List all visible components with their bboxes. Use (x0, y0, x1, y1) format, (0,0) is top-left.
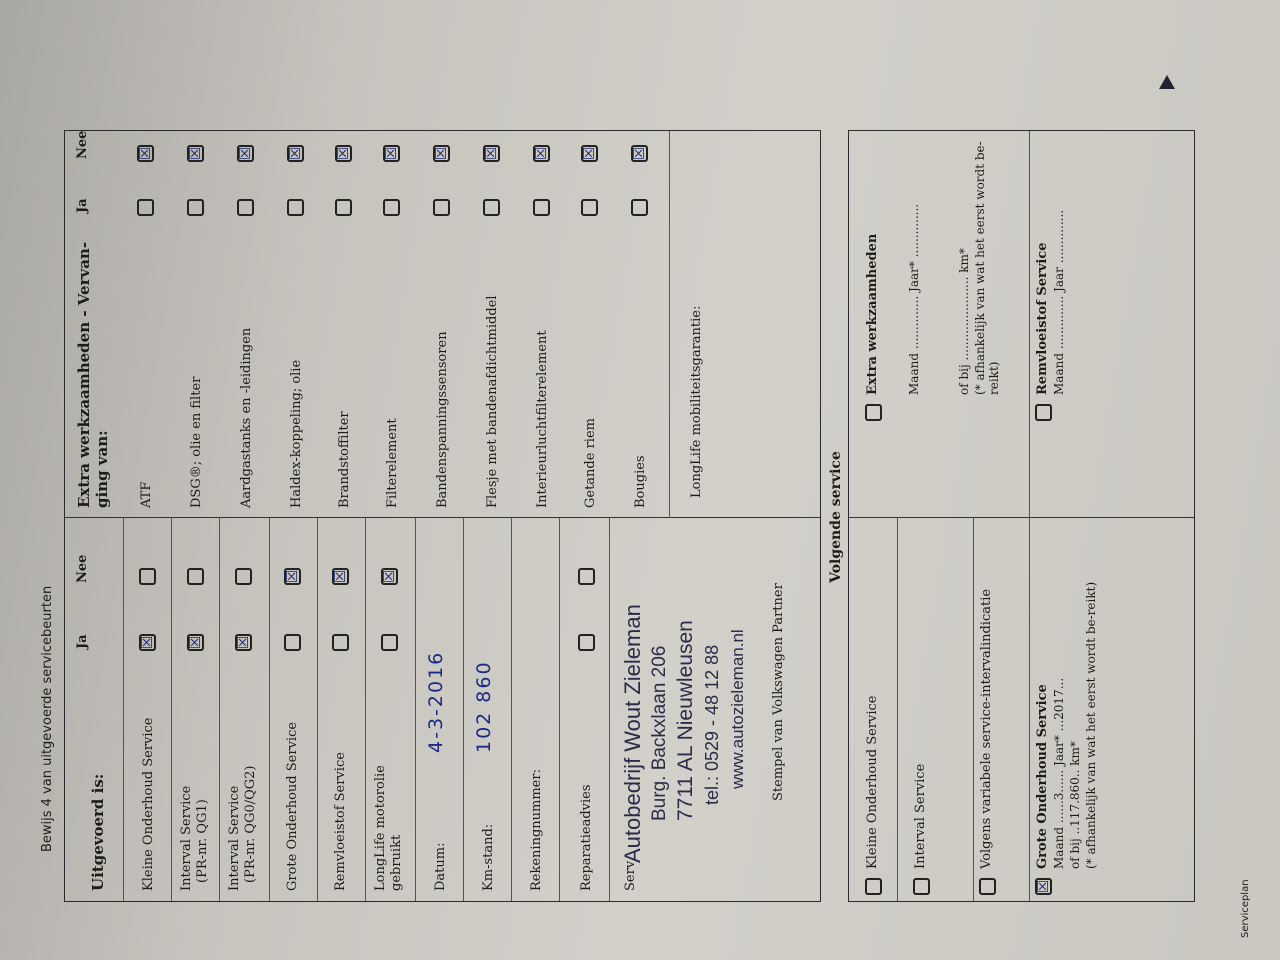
ja-checkbox[interactable]: ☒ (234, 635, 252, 650)
triangle-arrow-icon (1159, 75, 1175, 89)
ja-checkbox[interactable] (578, 634, 595, 651)
extra-row-label: Interieurluchtfilterelement (535, 330, 550, 508)
nee-checkbox[interactable] (235, 568, 252, 585)
row-label: Kleine Onderhoud Service (141, 717, 156, 891)
nee-checkbox[interactable]: ☒ (283, 569, 301, 584)
ja-checkbox[interactable] (533, 199, 550, 216)
nee-checkbox[interactable]: ☒ (286, 146, 304, 161)
nee-checkbox[interactable]: ☒ (331, 569, 349, 584)
row-sublabel: (PR-nr. QG1) (195, 799, 210, 883)
nee-checkbox[interactable]: ☒ (136, 146, 154, 161)
ja-checkbox[interactable] (381, 634, 398, 651)
ja-checkbox[interactable] (332, 634, 349, 651)
ja-checkbox[interactable] (237, 199, 254, 216)
ja-checkbox[interactable] (383, 199, 400, 216)
ja-checkbox[interactable]: ☒ (186, 635, 204, 650)
extra-row-label: Bougies (633, 455, 648, 508)
ja-checkbox[interactable] (335, 199, 352, 216)
grote-checkbox[interactable]: ☒ (1034, 879, 1052, 894)
nee-checkbox[interactable]: ☒ (186, 146, 204, 161)
page-heading: Bewijs 4 van uitgevoerde servicebeurten (40, 585, 55, 852)
reparatie-label: Reparatieadvies (579, 784, 594, 891)
datum-value: 4-3-2016 (425, 650, 447, 753)
stamp-city: 7711 AL Nieuwleusen (674, 620, 697, 821)
next-service-title: Volgende service (828, 451, 844, 583)
grote-label: Grote Onderhoud Service (1035, 684, 1050, 869)
grote-note: (* afhankelijk van wat het eerst wordt be-reikt) (1084, 581, 1098, 869)
next-service-box (848, 130, 1195, 902)
service-record-table (64, 130, 821, 902)
service-page (0, 60, 1280, 960)
km-value: 102 860 (473, 660, 495, 753)
nee-checkbox[interactable]: ☒ (382, 146, 400, 161)
stamp-address: Burg. Backxlaan 206 (649, 645, 670, 821)
left-col-label: Uitgevoerd is: (89, 773, 107, 891)
extra-row-label: Flesje met bandenafdichtmiddel (485, 295, 500, 508)
ja-checkbox[interactable] (631, 199, 648, 216)
left-col-nee: Nee (75, 554, 90, 583)
nee-checkbox[interactable] (139, 568, 156, 585)
footer-serviceplan: Serviceplan (1240, 879, 1251, 938)
rekening-label: Rekeningnummer: (529, 769, 544, 891)
ja-checkbox[interactable] (187, 199, 204, 216)
datum-label: Datum: (433, 842, 448, 891)
stamp-partner-label: Stempel van Volkswagen Partner (771, 583, 786, 801)
row-sublabel: (PR-nr. QG0/QG2) (243, 765, 258, 883)
extra-row-label: Aardgastanks en -leidingen (239, 327, 254, 508)
row-label: Remvloeistof Service (333, 752, 348, 891)
extra-row-label: ATF (139, 481, 154, 508)
extra-checkbox[interactable] (865, 404, 882, 421)
row-label: LongLife motorolie (373, 765, 388, 891)
extra-maand: Maand .............. Jaar* .............. (907, 203, 921, 395)
extra-row-label: Filterelement (385, 418, 400, 508)
extra-row-label: Getande riem (583, 418, 598, 508)
nee-checkbox[interactable]: ☒ (380, 569, 398, 584)
rem-title: Remvloeistof Service (1035, 242, 1050, 395)
right-col-nee: Nee (75, 130, 90, 159)
stamp-website: www.autozieleman.nl (728, 629, 747, 789)
nee-checkbox[interactable]: ☒ (432, 146, 450, 161)
nee-checkbox[interactable]: ☒ (630, 146, 648, 161)
right-col-label: Extra werkzaamheden - Vervan-ging van: (75, 241, 111, 508)
nee-checkbox[interactable] (578, 568, 595, 585)
nee-checkbox[interactable]: ☒ (236, 146, 254, 161)
interval-checkbox[interactable] (913, 878, 930, 895)
right-col-ja: Ja (75, 198, 90, 213)
grote-km: of bij ..117.860.. km* (1068, 741, 1082, 869)
nee-checkbox[interactable]: ☒ (334, 146, 352, 161)
left-col-ja: Ja (75, 634, 90, 649)
extra-title: Extra werkzaamheden (865, 233, 880, 395)
ja-checkbox[interactable] (284, 634, 301, 651)
extra-km: of bij ...................... km* (957, 248, 971, 395)
ja-checkbox[interactable] (137, 199, 154, 216)
stamp-phone: tel.: 0529 - 48 12 88 (702, 644, 722, 805)
nee-checkbox[interactable]: ☒ (580, 146, 598, 161)
variabel-label: Volgens variabele service-intervalindicatie (979, 588, 994, 869)
rem-checkbox[interactable] (1035, 404, 1052, 421)
kleine-checkbox[interactable] (865, 878, 882, 895)
ja-checkbox[interactable] (287, 199, 304, 216)
interval-label: Interval Service (913, 763, 928, 869)
column-divider (65, 517, 820, 518)
row-sublabel: gebruikt (389, 834, 404, 891)
ja-checkbox[interactable] (483, 199, 500, 216)
ja-checkbox[interactable] (433, 199, 450, 216)
variabel-checkbox[interactable] (979, 878, 996, 895)
nee-checkbox[interactable] (187, 568, 204, 585)
kleine-label: Kleine Onderhoud Service (865, 695, 880, 869)
extra-note: (* afhankelijk van wat het eerst wordt be-reikt) (973, 141, 1001, 395)
ja-checkbox[interactable] (581, 199, 598, 216)
extra-row-label: Brandstoffilter (337, 411, 352, 508)
nee-checkbox[interactable]: ☒ (482, 146, 500, 161)
serv-label: Serv (623, 860, 638, 891)
grote-maand: Maand ......3...... Jaar* ...2017... (1052, 677, 1066, 869)
ja-checkbox[interactable]: ☒ (138, 635, 156, 650)
row-label: Interval Service (227, 785, 242, 891)
stamp-company: Autobedrijf Wout Zieleman (620, 604, 645, 863)
extra-row-label: Bandenspanningssensoren (435, 331, 450, 508)
km-label: Km-stand: (481, 823, 496, 891)
extra-row-label: Haldex-koppeling; olie (289, 359, 304, 508)
longlife-label: LongLife mobiliteitsgarantie: (689, 305, 704, 498)
rem-maand: Maand .............. Jaar .............. (1052, 209, 1066, 395)
row-label: Interval Service (179, 785, 194, 891)
nee-checkbox[interactable]: ☒ (532, 146, 550, 161)
row-label: Grote Onderhoud Service (285, 721, 300, 891)
extra-row-label: DSG®; olie en filter (189, 376, 204, 508)
